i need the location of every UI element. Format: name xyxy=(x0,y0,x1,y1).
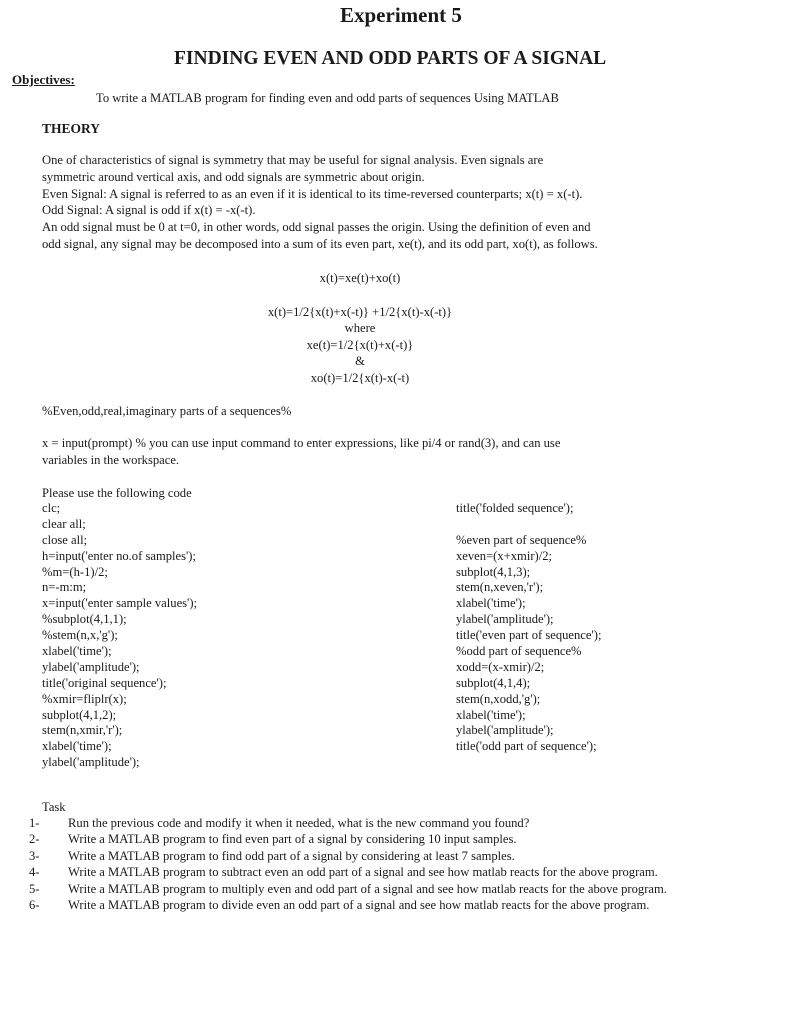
objectives-text: To write a MATLAB program for finding even and odd parts of sequences Using MATLAB xyxy=(96,91,559,105)
theory-line: Even Signal: A signal is referred to as an even if it is identical to its time-reversed counterparts; x(t) = x(-t). xyxy=(42,186,583,201)
equation-even-part: xe(t)=1/2{x(t)+x(-t)} xyxy=(306,337,414,352)
code-line: %subplot(4,1,1); xyxy=(42,612,127,627)
code-line: xlabel('time'); xyxy=(456,596,526,611)
input-note xyxy=(42,435,560,469)
theory-paragraph xyxy=(42,152,598,253)
code-line: xlabel('time'); xyxy=(456,707,526,722)
experiment-number: Experiment 5 xyxy=(340,3,462,27)
task-text: Write a MATLAB program to find odd part of a signal by considering at least 7 samples. xyxy=(68,848,515,863)
code-line: subplot(4,1,4); xyxy=(456,675,531,690)
code-line: ylabel('amplitude'); xyxy=(42,755,140,770)
task-number: 6- xyxy=(29,898,40,913)
code-line: %xmir=fliplr(x); xyxy=(42,691,127,706)
code-line: title('original sequence'); xyxy=(42,675,167,690)
task-item xyxy=(29,897,682,913)
code-line: clc; xyxy=(42,501,61,515)
code-line: xlabel('time'); xyxy=(42,644,112,659)
code-line: title('even part of sequence'); xyxy=(456,628,602,643)
code-line: clear all; xyxy=(42,516,86,531)
task-item xyxy=(29,881,682,897)
code-line: subplot(4,1,3); xyxy=(456,564,531,579)
code-line: x=input('enter sample values'); xyxy=(42,596,198,611)
task-number: 2- xyxy=(29,832,40,847)
equation-line: x(t)=1/2{x(t)+x(-t)} +1/2{x(t)-x(-t)} xyxy=(267,305,453,319)
code-line: stem(n,xmir,'r'); xyxy=(42,723,123,738)
code-line: title('folded sequence'); xyxy=(456,501,574,515)
task-heading: Task xyxy=(42,800,66,814)
code-intro: Please use the following code xyxy=(42,486,192,500)
equation-expanded xyxy=(200,304,520,386)
code-line: n=-m:m; xyxy=(42,580,87,595)
task-list xyxy=(29,815,682,913)
code-line: h=input('enter no.of samples'); xyxy=(42,548,196,563)
code-line: %stem(n,x,'g'); xyxy=(42,628,118,643)
input-note-line: variables in the workspace. xyxy=(42,452,180,467)
code-line: %even part of sequence% xyxy=(456,532,587,547)
task-number: 1- xyxy=(29,816,40,830)
task-item xyxy=(29,848,682,864)
input-note-line: x = input(prompt) % you can use input command to enter expressions, like pi/4 or rand(3), and can use xyxy=(42,436,561,450)
task-text: Run the previous code and modify it when it needed, what is the new command you found? xyxy=(68,816,530,830)
code-line: stem(n,xodd,'g'); xyxy=(456,691,541,706)
task-number: 3- xyxy=(29,848,40,863)
code-line: ylabel('amplitude'); xyxy=(456,612,554,627)
task-item xyxy=(29,815,682,831)
theory-line: odd signal, any signal may be decomposed into a sum of its even part, xe(t), and its odd part, xo(t), as follows. xyxy=(42,236,598,251)
theory-line: An odd signal must be 0 at t=0, in other words, odd signal passes the origin. Using the definition of even and xyxy=(42,220,591,235)
code-line: close all; xyxy=(42,532,88,547)
equation-where: where xyxy=(344,321,376,336)
equation-odd-part: xo(t)=1/2{x(t)-x(-t) xyxy=(310,370,410,385)
code-line: ylabel('amplitude'); xyxy=(42,659,140,674)
code-line: %m=(h-1)/2; xyxy=(42,564,108,579)
document-title: FINDING EVEN AND ODD PARTS OF A SIGNAL xyxy=(174,48,607,69)
code-line: stem(n,xeven,'r'); xyxy=(456,580,544,595)
theory-line: Odd Signal: A signal is odd if x(t) = -x(-t). xyxy=(42,203,256,218)
task-number: 4- xyxy=(29,865,40,880)
equation-decomposition: x(t)=xe(t)+xo(t) xyxy=(319,271,401,285)
task-item xyxy=(29,831,682,847)
task-text: Write a MATLAB program to subtract even an odd part of a signal and see how matlab reacts for the above program. xyxy=(68,865,658,880)
task-item xyxy=(29,864,682,880)
theory-line: One of characteristics of signal is symmetry that may be useful for signal analysis. Even signals are xyxy=(42,153,544,167)
objectives-label: Objectives: xyxy=(12,72,75,87)
task-text: Write a MATLAB program to find even part of a signal by considering 10 input samples. xyxy=(68,832,517,847)
code-line: title('odd part of sequence'); xyxy=(456,739,597,754)
code-line: %odd part of sequence% xyxy=(456,644,582,659)
task-number: 5- xyxy=(29,881,40,896)
theory-line: symmetric around vertical axis, and odd signals are symmetric about origin. xyxy=(42,169,425,184)
code-line: ylabel('amplitude'); xyxy=(456,723,554,738)
equation-ampersand: & xyxy=(355,354,365,369)
task-text: Write a MATLAB program to divide even an odd part of a signal and see how matlab reacts for the above program. xyxy=(68,898,650,913)
code-left-column xyxy=(42,501,197,771)
task-text: Write a MATLAB program to multiply even and odd part of a signal and see how matlab reacts for the above program. xyxy=(68,881,667,896)
code-line: xeven=(x+xmir)/2; xyxy=(456,548,553,563)
code-line: xodd=(x-xmir)/2; xyxy=(456,659,545,674)
code-line xyxy=(456,517,601,533)
code-right-column xyxy=(456,501,601,755)
code-line: subplot(4,1,2); xyxy=(42,707,117,722)
code-line: xlabel('time'); xyxy=(42,739,112,754)
parts-comment: %Even,odd,real,imaginary parts of a sequences% xyxy=(42,404,292,418)
theory-heading: THEORY xyxy=(42,121,101,136)
